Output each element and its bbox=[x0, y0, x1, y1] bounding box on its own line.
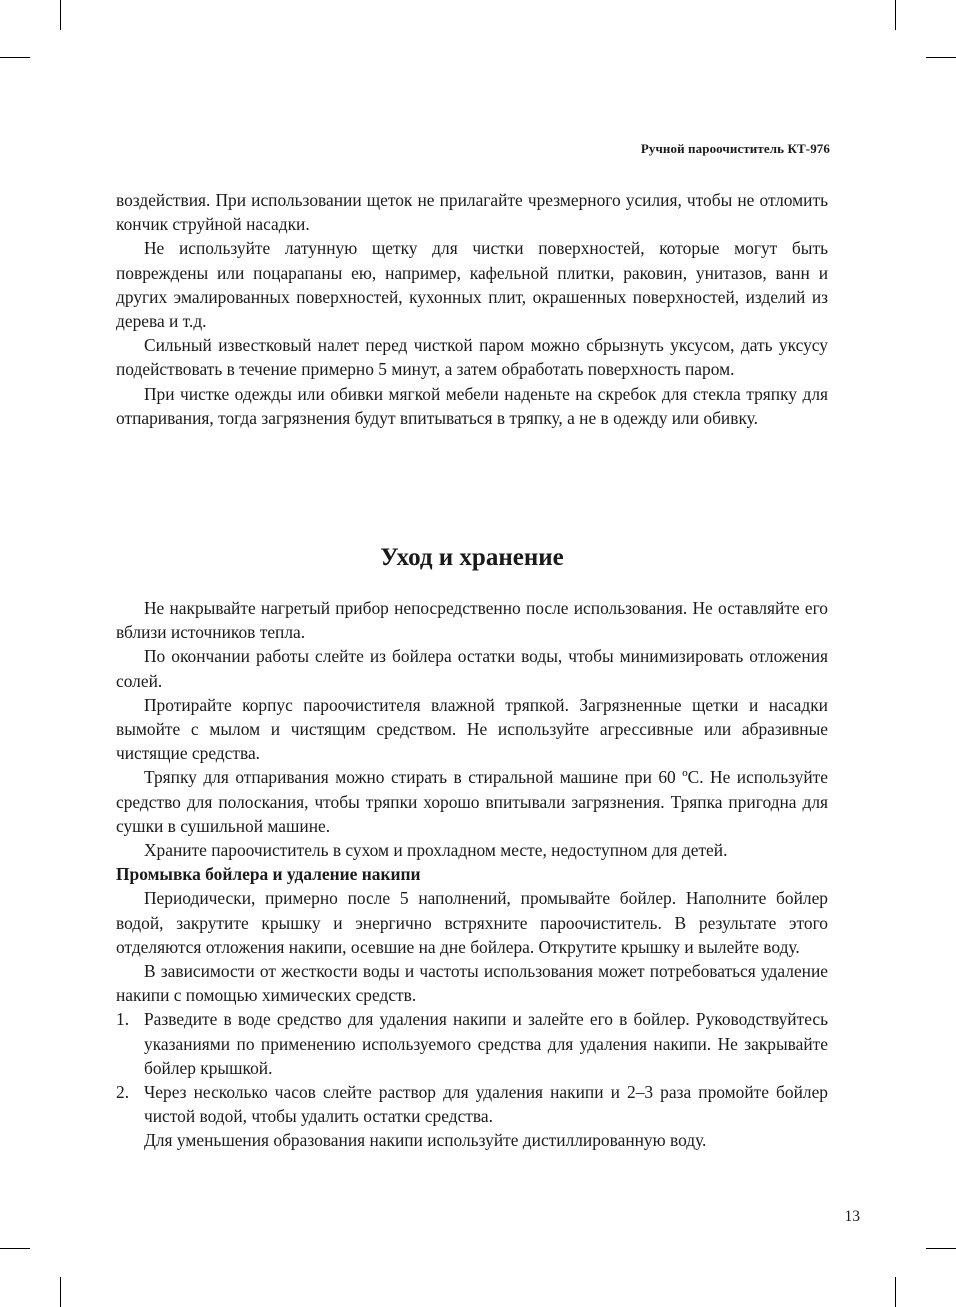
intro-paragraph: При чистке одежды или обивки мягкой мебели наденьте на скребок для стекла тряпку для отпаривания, тогда загрязнения будут впитываться в тряпку, а не в одежду или обивку. bbox=[116, 383, 828, 428]
intro-paragraph: Сильный известковый налет перед чисткой паром можно сбрызнуть уксусом, дать уксусу подействовать в течение примерно 5 минут, а затем обработать поверхность паром. bbox=[116, 335, 828, 380]
crop-mark-bottom-right-h bbox=[926, 1248, 956, 1249]
subsection-paragraph: Периодически, примерно после 5 наполнений, промывайте бойлер. Наполните бойлер водой, закрутите крышку и энергично встряхните пароочиститель. В результате этого отделяются отложения накипи, осевшие на дне бойлера. Открутите крышку и вылейте воду. bbox=[116, 888, 828, 957]
crop-mark-top-left bbox=[60, 0, 61, 30]
section-paragraph: Протирайте корпус пароочистителя влажной тряпкой. Загрязненные щетки и насадки вымойте с мылом и чистящим средством. Не используйте агрессивные или абразивные чистящие средства. bbox=[116, 694, 828, 764]
closing-note: Для уменьшения образования накипи используйте дистиллированную воду. bbox=[144, 1130, 707, 1151]
crop-mark-top-left-h bbox=[0, 57, 30, 58]
list-item bbox=[116, 1007, 828, 1080]
subsection-title: Промывка бойлера и удаление накипи bbox=[116, 864, 421, 885]
section-text-block bbox=[116, 596, 828, 1153]
crop-mark-bottom-right bbox=[895, 1277, 896, 1307]
section-title: Уход и хранение bbox=[380, 544, 564, 571]
section-paragraph: Тряпку для отпаривания можно стирать в стиральной машине при 60 ºС. Не используйте средство для полоскания, чтобы тряпки хорошо впитывали загрязнения. Тряпка пригодна для сушки в сушильной машине. bbox=[116, 767, 828, 836]
intro-paragraph: воздействия. При использовании щеток не прилагайте чрезмерного усилия, чтобы не отломить кончик струйной насадки. bbox=[116, 190, 828, 235]
crop-mark-bottom-left-h bbox=[0, 1248, 30, 1249]
step-number: 1. bbox=[116, 1009, 130, 1030]
page-number: 13 bbox=[844, 1208, 860, 1225]
intro-text-block bbox=[116, 188, 828, 430]
step-number: 2. bbox=[116, 1082, 130, 1103]
list-item bbox=[116, 1080, 828, 1128]
crop-mark-top-right bbox=[895, 0, 896, 30]
running-header-title: Ручной пароочиститель КТ-976 bbox=[640, 141, 830, 156]
section-paragraph: По окончании работы слейте из бойлера остатки воды, чтобы минимизировать отложения солей. bbox=[116, 646, 828, 691]
intro-paragraph: Не используйте латунную щетку для чистки поверхностей, которые могут быть повреждены или поцарапаны ею, например, кафельной плитки, раковин, унитазов, ванн и других эмалированных поверхностей, кухонных плит, окрашенных поверхностей, изделий из дерева и т.д. bbox=[116, 238, 828, 332]
subsection-paragraph: В зависимости от жесткости воды и частоты использования может потребоваться удаление накипи с помощью химических средств. bbox=[116, 961, 828, 1006]
section-paragraph: Не накрывайте нагретый прибор непосредственно после использования. Не оставляйте его вблизи источников тепла. bbox=[116, 598, 828, 643]
crop-mark-top-right-h bbox=[926, 57, 956, 58]
crop-mark-bottom-left bbox=[60, 1277, 61, 1307]
step-text: Через несколько часов слейте раствор для удаления накипи и 2–3 раза промойте бойлер чистой водой, чтобы удалить остатки средства. bbox=[144, 1082, 828, 1127]
step-text: Разведите в воде средство для удаления накипи и залейте его в бойлер. Руководствуйтесь указаниями по применению используемого средства для удаления накипи. Не закрывайте бойлер крышкой. bbox=[144, 1009, 828, 1078]
section-paragraph: Храните пароочиститель в сухом и прохладном месте, недоступном для детей. bbox=[144, 840, 728, 861]
descaling-steps-list bbox=[116, 1007, 828, 1128]
